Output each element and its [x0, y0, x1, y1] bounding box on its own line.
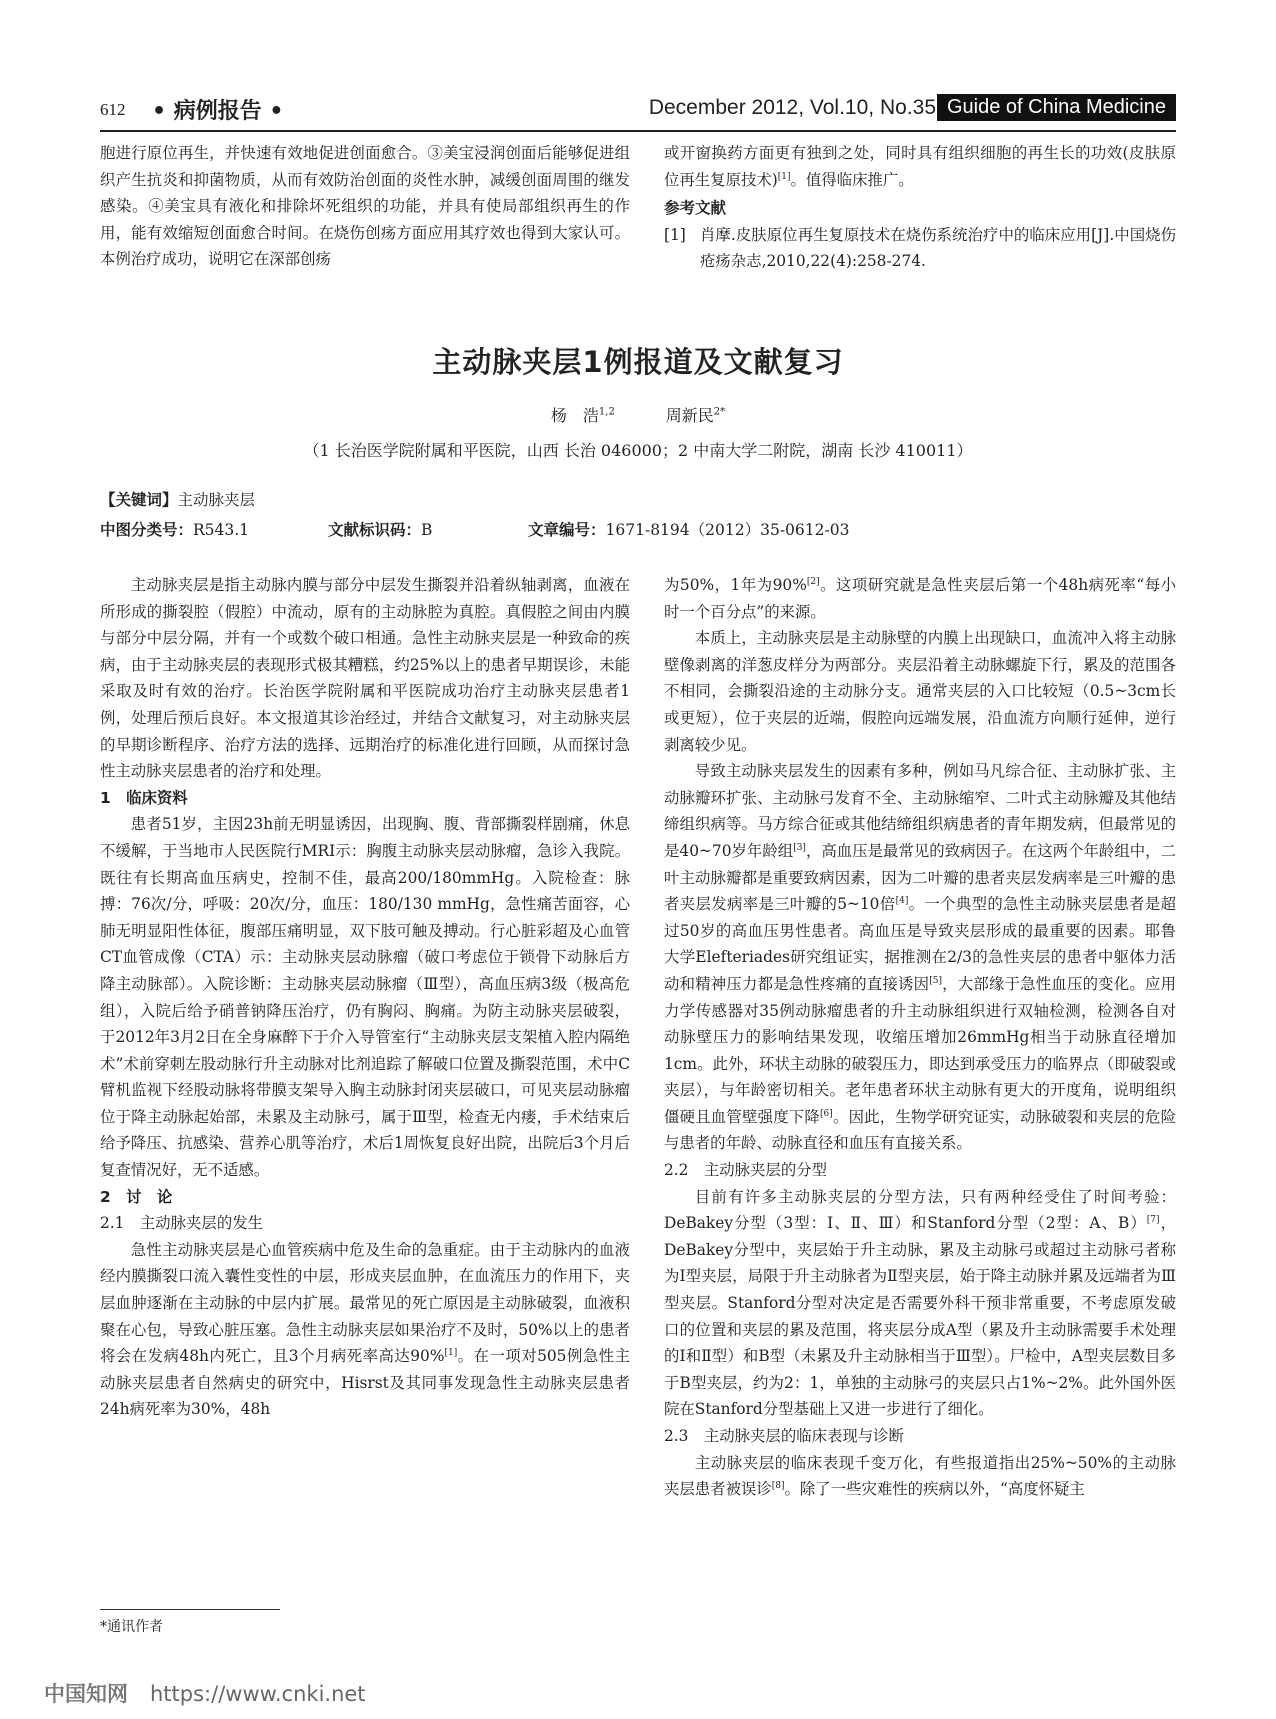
prev-article-left: [100, 140, 630, 273]
reference-text: 肖摩.皮肤原位再生复原技术在烧伤系统治疗中的临床应用[J].中国烧伤疮疡杂志,2010,22(4):258-274.: [700, 225, 1176, 271]
clinical-data-paragraph: 患者51岁，主因23h前无明显诱因，出现胸、腹、背部撕裂样剧痛，休息不缓解，于当地市人民医院行MRI示：胸腹主动脉夹层动脉瘤，急诊入我院。既往有长期高血压病史，控制不佳，最高200/180mmHg。入院检查：脉搏：76次/分，呼吸：20次/分，血压：180/130 mmHg，急性痛苦面容，心肺无明显阳性体征，腹部压痛明显，双下肢可触及搏动。行心脏彩超及心血管CT血管成像（CTA）示：主动脉夹层动脉瘤（破口考虑位于锁骨下动脉后方降主动脉部）。入院诊断：主动脉夹层动脉瘤（Ⅲ型），高血压病3级（极高危组），入院后给予硝普钠降压治疗，仍有胸闷、胸痛。为防主动脉夹层破裂，于2012年3月2日在全身麻醉下于介入导管室行“主动脉夹层支架植入腔内隔绝术”术前穿刺左股动脉行升主动脉对比剂追踪了解破口位置及撕裂范围，术中C臂机监视下经股动脉将带膜支架导入胸主动脉封闭夹层破口，可见夹层动脉瘤位于降主动脉起始部，未累及主动脉弓，属于Ⅲ型，检查无内瘘，手术结束后给予降压、抗感染、营养心肌等治疗，术后1周恢复良好出院，出院后3个月后复查情况好，无不适感。: [100, 815, 630, 1180]
keywords-value: 主动脉夹层: [177, 491, 256, 509]
keywords: [100, 488, 255, 510]
reference-item: [664, 222, 1176, 275]
etiology-paragraph: 导致主动脉夹层发生的因素有多种，例如马凡综合征、主动脉扩张、主动脉瓣环扩张、主动脉弓发育不全、主动脉缩窄、二叶式主动脉瓣及其他结缔组织病等。马方综合征或其他结缔组织病患者的青年期发病，但最常见的是40~70岁年龄组[3]，高血压是最常见的致病因子。在这两个年龄组中，二叶主动脉瓣都是重要致病因素，因为二叶瓣的患者夹层发病率是三叶瓣的患者夹层发病率是三叶瓣的5~10倍[4]。一个典型的急性主动脉夹层患者是超过50岁的高血压男性患者。高血压是导致夹层形成的最重要的因素。耶鲁大学Elefteriades研究组证实，据推测在2/3的急性夹层的患者中躯体力活动和精神压力都是急性疼痛的直接诱因[5]，大部缘于急性血压的变化。应用力学传感器对35例动脉瘤患者的升主动脉组织进行双轴检测，检测各自对动脉壁压力的影响结果发现，收缩压增加26mmHg相当于动脉直径增加1cm。此外，环状主动脉的破裂压力，即达到承受压力的临界点（即破裂或夹层），与年龄密切相关。老年患者环状主动脉有更大的开度角，说明组织僵硬且血管壁强度下降[6]。因此，生物学研究证实，动脉破裂和夹层的危险与患者的年龄、动脉直径和血压有直接关系。: [664, 762, 1176, 1153]
prev-article-text: 胞进行原位再生，并快速有效地促进创面愈合。③美宝浸润创面后能够促进组织产生抗炎和抑菌物质，从而有效防治创面的炎性水肿，减缓创面周围的继发感染。④美宝具有液化和排除坏死组织的功能，并具有使局部组织再生的作用，能有效缩短创面愈合时间。在烧伤创疡方面应用其疗效也得到大家认可。本例治疗成功，说明它在深部创疡: [100, 144, 630, 269]
journal-name: Guide of China Medicine: [937, 94, 1176, 121]
footnote-rule: [100, 1609, 280, 1610]
affiliation: （1 长治医学院附属和平医院，山西 长治 046000；2 中南大学二附院，湖南 长沙 410011）: [303, 441, 973, 460]
author-1: 杨 浩: [550, 406, 599, 425]
subsection-heading-2-1: 2.1 主动脉夹层的发生: [100, 1214, 263, 1233]
prev-article-conclusion: 或开窗换药方面更有独到之处，同时具有组织细胞的再生长的功效(皮肤原位再生复原技术)[1]。值得临床推广。: [664, 144, 1176, 189]
classification-paragraph: 目前有许多主动脉夹层的分型方法，只有两种经受住了时间考验：DeBakey分型（3型：Ⅰ、Ⅱ、Ⅲ）和Stanford分型（2型：A、B）[7]，DeBakey分型中，夹层始于升主动脉，累及主动脉弓或超过主动脉弓者称为Ⅰ型夹层，局限于升主动脉者为Ⅱ型夹层，始于降主动脉并累及远端者为Ⅲ型夹层。Stanford分型对决定是否需要外科干预非常重要，不考虑原发破口的位置和夹层的累及范围，将夹层分成A型（累及升主动脉需要手术处理的Ⅰ和Ⅱ型）和B型（未累及升主动脉相当于Ⅲ型）。尸检中，A型夹层数目多于B型夹层，约为2：1，单独的主动脉弓的夹层只占1%~2%。此外国外医院在Stanford分型基础上又进一步进行了细化。: [664, 1187, 1176, 1419]
keywords-label: 【关键词】: [100, 491, 178, 509]
occurrence-paragraph: 急性主动脉夹层是心血管疾病中危及生命的急重症。由于主动脉内的血液经内膜撕裂口流入囊性变性的中层，形成夹层血肿，在血流压力的作用下，夹层血肿逐渐在主动脉的中层内扩展。最常见的死亡原因是主动脉破裂，血液积聚在心包，导致心脏压塞。急性主动脉夹层如果治疗不及时，50%以上的患者将会在发病48h内死亡，且3个月病死率高达90%[1]。在一项对505例急性主动脉夹层患者自然病史的研究中，Hisrst及其同事发现急性主动脉夹层患者24h病死率为30%，48h: [100, 1240, 630, 1419]
author-2: 周新民: [665, 406, 714, 425]
subsection-heading-2-3: 2.3 主动脉夹层的临床表现与诊断: [664, 1427, 904, 1445]
corresponding-author-note: *通讯作者: [100, 1619, 163, 1635]
body-left-column: [100, 572, 630, 1423]
prev-article-right: [664, 140, 1176, 275]
section-label: • 病例报告 •: [152, 99, 284, 124]
clinical-manifestation-paragraph: 主动脉夹层的临床表现千变万化，有些报道指出25%~50%的主动脉夹层患者被误诊[8]。除了一些灾难性的疾病以外，“高度怀疑主: [664, 1453, 1176, 1499]
article-title: 主动脉夹层1例报道及文献复习: [432, 345, 844, 379]
cnki-logo: 中国知网: [44, 1682, 128, 1706]
clc-code: 中图分类号：R543.1: [100, 521, 250, 539]
reference-number: [1]: [664, 225, 686, 244]
mortality-paragraph: 为50%，1年为90%[2]。这项研究就是急性夹层后第一个48h病死率“每小时一个百分点”的来源。: [664, 576, 1176, 621]
article-number: 文章编号：1671-8194（2012）35-0612-03: [528, 521, 850, 539]
references-heading: 参考文献: [664, 199, 727, 218]
mechanism-paragraph: 本质上，主动脉夹层是主动脉壁的内膜上出现缺口，血流冲入将主动脉壁像剥离的洋葱皮样分为两部分。夹层沿着主动脉螺旋下行，累及的范围各不相同，会撕裂沿途的主动脉分支。通常夹层的入口比较短（0.5~3cm长或更短），位于夹层的近端，假腔向远端发展，沿血流方向顺行延伸，逆行剥离较少见。: [664, 629, 1176, 754]
section-heading-2: 2 讨 论: [100, 1187, 173, 1206]
header-rule: [100, 130, 1176, 132]
article-meta: [100, 518, 1176, 542]
subsection-heading-2-2: 2.2 主动脉夹层的分型: [664, 1161, 827, 1180]
body-right-column: [664, 572, 1176, 1503]
running-header: [100, 94, 1176, 130]
issue-info: December 2012, Vol.10, No.35: [648, 96, 936, 119]
document-code: 文献标识码：B: [328, 521, 433, 539]
authors: 杨 浩$^{1,2}$ 周新民$^{2*}$: [550, 406, 726, 425]
section-heading-1: 1 临床资料: [100, 788, 188, 807]
cnki-watermark: [44, 1678, 366, 1708]
page-number: 612: [100, 100, 126, 119]
intro-paragraph: 主动脉夹层是指主动脉内膜与部分中层发生撕裂并沿着纵轴剥离，血液在所形成的撕裂腔（假腔）中流动，原有的主动脉腔为真腔。真假腔之间由内膜与部分中层分隔，并有一个或数个破口相通。急性主动脉夹层是一种致命的疾病，由于主动脉夹层的表现形式极其糟糕，约25%以上的患者早期误诊，未能采取及时有效的治疗。长治医学院附属和平医院成功治疗主动脉夹层患者1例，处理后预后良好。本文报道其诊治经过，并结合文献复习，对主动脉夹层的早期诊断程序、治疗方法的选择、远期治疗的标准化进行回顾，从而探讨急性主动脉夹层患者的治疗和处理。: [100, 576, 630, 781]
cnki-url: https://www.cnki.net: [150, 1682, 366, 1706]
